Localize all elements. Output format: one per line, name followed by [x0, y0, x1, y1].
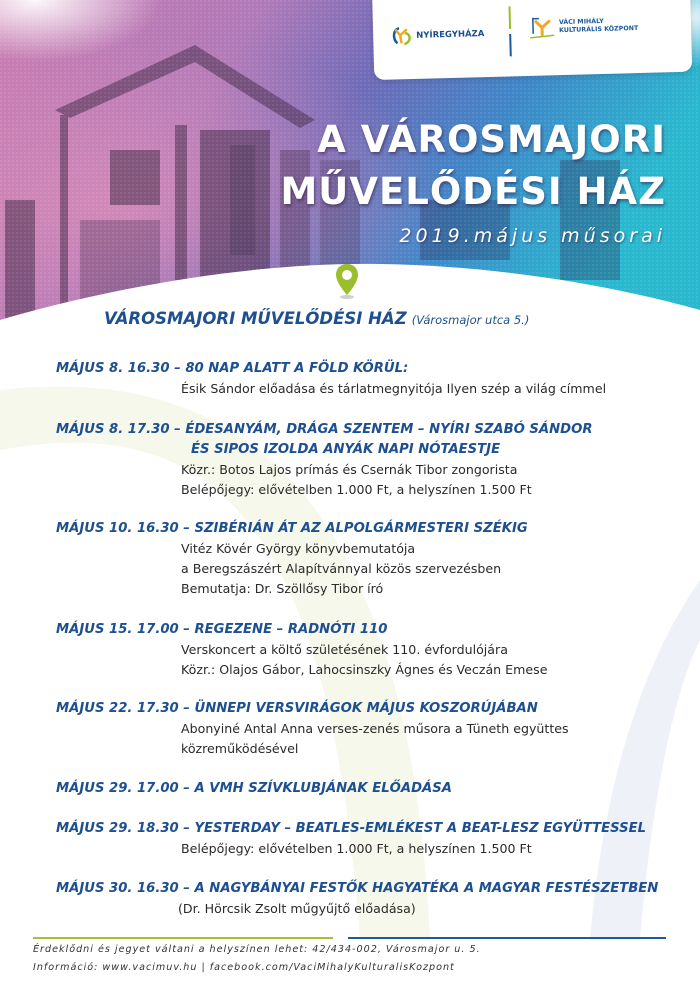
event-date: MÁJUS 22. 17.30 –	[56, 701, 190, 716]
event-detail: közreműködésével	[181, 741, 299, 756]
logo-card	[372, 0, 692, 80]
event-title: ÜNNEPI VERSVIRÁGOK MÁJUS KOSZORÚJÁBAN	[194, 701, 538, 716]
event-detail: Verskoncert a költő születésének 110. évfordulójára	[181, 642, 508, 657]
vmh-logo	[529, 13, 639, 40]
event-detail: Ésik Sándor előadása és tárlatmegnyitója Ilyen szép a világ címmel	[181, 381, 607, 396]
vmh-logo-text-line2: KULTURÁLIS KÖZPONT	[559, 25, 639, 35]
event-title: A VMH SZÍVKLUBJÁNAK ELŐADÁSA	[194, 781, 452, 796]
vmh-logo-icon	[529, 15, 556, 40]
event-title: A NAGYBÁNYAI FESTŐK HAGYATÉKA A MAGYAR FESTÉSZETBEN	[194, 881, 659, 896]
event-date: MÁJUS 8. 16.30 –	[56, 361, 181, 376]
event-item	[56, 699, 676, 759]
event-detail: Abonyiné Antal Anna verses-zenés műsora a Tüneth együttes	[181, 721, 569, 736]
footer-contact: Érdeklődni és jegyet váltani a helyszínen lehet: 42/434-002, Városmajor u. 5.	[33, 944, 481, 955]
vmh-logo-text-line1: VÁCI MIHÁLY	[558, 17, 604, 27]
event-detail: Belépőjegy: elővételben 1.000 Ft, a helyszínen 1.500 Ft	[181, 482, 532, 497]
venue-heading	[104, 309, 529, 328]
event-date: MÁJUS 10. 16.30 –	[56, 521, 190, 536]
event-title: YESTERDAY – BEATLES-EMLÉKEST A BEAT-LESZ EGYÜTTESSEL	[194, 821, 647, 836]
page-subtitle: 2019.május műsorai	[399, 225, 666, 247]
event-title: ÉDESANYÁM, DRÁGA SZENTEM – NYÍRI SZABÓ SÁNDOR	[185, 422, 593, 437]
event-title: REGEZENE – RADNÓTI 110	[194, 622, 388, 637]
event-date: MÁJUS 30. 16.30 –	[56, 881, 190, 896]
event-item	[56, 420, 676, 500]
event-item	[56, 359, 676, 399]
event-item	[56, 620, 676, 680]
event-title: SZIBÉRIÁN ÁT AZ ALPOLGÁRMESTERI SZÉKIG	[194, 521, 528, 536]
event-detail: a Beregszászért Alapítvánnyal közös szervezésben	[181, 561, 502, 576]
page-title-line1: A VÁROSMAJORI	[317, 118, 666, 161]
event-detail: Közr.: Olajos Gábor, Lahocsinszky Ágnes és Veczán Emese	[181, 662, 548, 677]
event-detail: Vitéz Kövér György könyvbemutatója	[181, 541, 416, 556]
nyiregyhaza-logo-text: NYÍREGYHÁZA	[416, 29, 485, 41]
event-title-continued: ÉS SIPOS IZOLDA ANYÁK NAPI NÓTAESTJE	[191, 442, 501, 457]
nyiregyhaza-logo	[391, 24, 485, 46]
footer-divider-green	[33, 937, 333, 939]
logo-divider	[508, 6, 511, 56]
event-item	[56, 819, 676, 859]
event-detail: Belépőjegy: elővételben 1.000 Ft, a helyszínen 1.500 Ft	[181, 841, 532, 856]
event-item	[56, 779, 676, 799]
event-item	[56, 519, 676, 599]
venue-address: (Városmajor utca 5.)	[411, 313, 530, 327]
venue-name: VÁROSMAJORI MŰVELŐDÉSI HÁZ	[104, 309, 407, 328]
event-title: 80 NAP ALATT A FÖLD KÖRÜL:	[185, 361, 409, 376]
footer-divider-blue	[348, 937, 666, 939]
event-detail: Bemutatja: Dr. Szöllősy Tibor író	[181, 581, 384, 596]
event-date: MÁJUS 29. 17.00 –	[56, 781, 190, 796]
page-title-line2: MŰVELŐDÉSI HÁZ	[280, 170, 666, 213]
nyiregyhaza-logo-icon	[391, 26, 414, 47]
event-date: MÁJUS 15. 17.00 –	[56, 622, 190, 637]
event-detail: (Dr. Hörcsik Zsolt műgyűjtő előadása)	[178, 901, 416, 916]
event-date: MÁJUS 29. 18.30 –	[56, 821, 190, 836]
map-pin-icon	[335, 263, 359, 299]
event-detail: Közr.: Botos Lajos prímás és Csernák Tibor zongorista	[181, 462, 518, 477]
footer-info: Információ: www.vacimuv.hu | facebook.com/VaciMihalyKulturalisKozpont	[33, 962, 455, 973]
event-date: MÁJUS 8. 17.30 –	[56, 422, 181, 437]
event-item	[56, 879, 676, 919]
